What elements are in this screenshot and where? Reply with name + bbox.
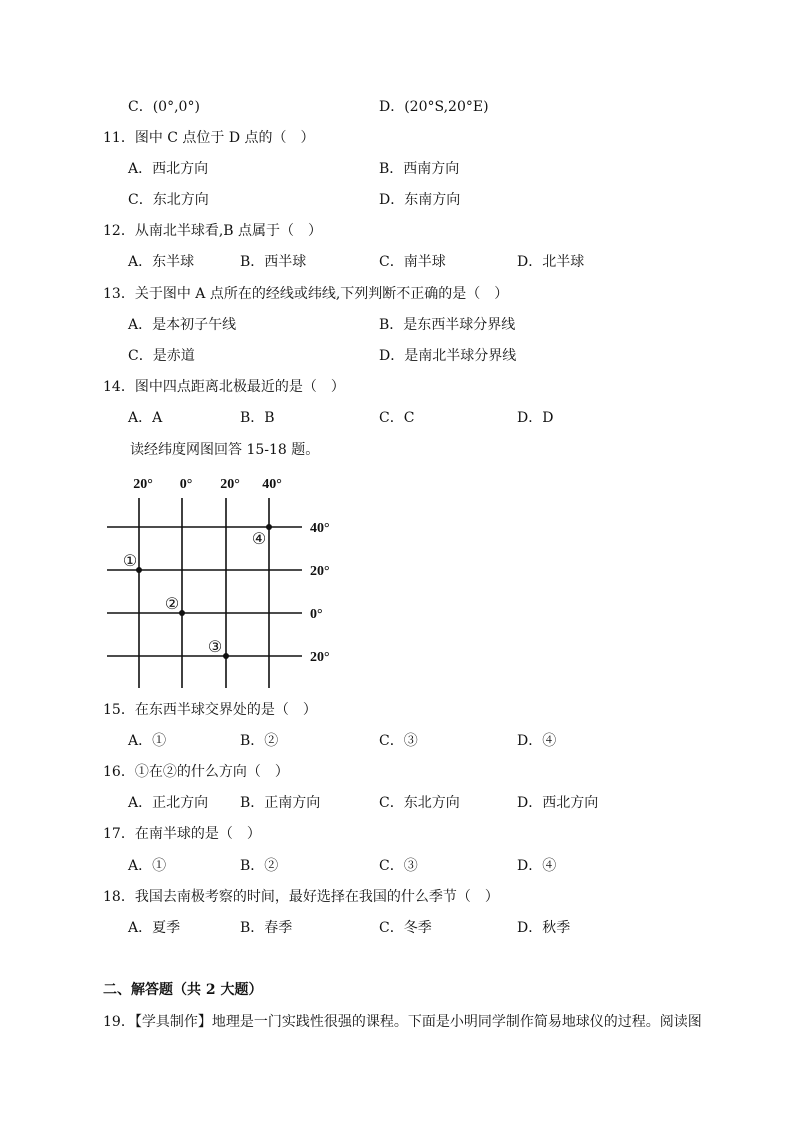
q15-option-d[interactable]: D．④	[517, 733, 557, 749]
q18-option-c[interactable]: C．冬季	[379, 920, 432, 936]
point-label-4: ④	[251, 531, 267, 548]
point-label-3: ③	[207, 639, 223, 656]
q16-option-a[interactable]: A．正北方向	[128, 795, 209, 811]
q13-option-a[interactable]: A．是本初子午线	[128, 317, 237, 333]
q13-option-c[interactable]: C．是赤道	[128, 348, 195, 364]
point-dot	[179, 610, 185, 616]
q12-stem: 12．从南北半球看,B 点属于（ ）	[103, 223, 323, 239]
q19-stem: 19．【学具制作】地理是一门实践性很强的课程。下面是小明同学制作简易地球仪的过程。阅读图	[103, 1014, 702, 1030]
q11-option-d[interactable]: D．东南方向	[379, 192, 461, 208]
lon-label: 20°	[133, 477, 153, 492]
lon-label: 40°	[262, 477, 282, 492]
q18-option-b[interactable]: B．春季	[240, 920, 293, 936]
q11-option-b[interactable]: B．西南方向	[379, 161, 460, 177]
figure-intro: 读经纬度网图回答 15-18 题。	[130, 442, 320, 458]
section-heading: 二、解答题（共 2 大题）	[103, 982, 263, 998]
lat-lon-grid-figure	[100, 470, 340, 690]
lon-label: 0°	[179, 477, 193, 492]
q16-option-c[interactable]: C．东北方向	[379, 795, 460, 811]
q12-option-b[interactable]: B．西半球	[240, 254, 307, 270]
q16-option-d[interactable]: D．西北方向	[517, 795, 599, 811]
q11-option-c[interactable]: C．东北方向	[128, 192, 209, 208]
point-label-2: ②	[164, 596, 180, 613]
q15-stem: 15．在东西半球交界处的是（ ）	[103, 702, 317, 718]
q15-option-b[interactable]: B．②	[240, 733, 279, 749]
q13-option-d[interactable]: D．是南北半球分界线	[379, 348, 517, 364]
q14-option-b[interactable]: B．B	[240, 410, 275, 426]
q13-stem: 13．关于图中 A 点所在的经线或纬线,下列判断不正确的是（ ）	[103, 286, 509, 302]
q16-stem: 16．①在②的什么方向（ ）	[103, 764, 289, 780]
q12-option-d[interactable]: D．北半球	[517, 254, 585, 270]
q15-option-a[interactable]: A．①	[128, 733, 167, 749]
q12-option-a[interactable]: A．东半球	[128, 254, 195, 270]
point-label-1: ①	[122, 553, 138, 570]
q14-stem: 14．图中四点距离北极最近的是（ ）	[103, 379, 345, 395]
q10-option-c[interactable]: C．(0°,0°)	[128, 99, 200, 115]
q14-option-a[interactable]: A．A	[128, 410, 163, 426]
q17-option-c[interactable]: C．③	[379, 858, 418, 874]
lat-label: 0°	[310, 607, 323, 622]
q18-option-d[interactable]: D．秋季	[517, 920, 571, 936]
q16-option-b[interactable]: B．正南方向	[240, 795, 321, 811]
q18-stem: 18．我国去南极考察的时间，最好选择在我国的什么季节（ ）	[103, 889, 499, 905]
q17-stem: 17．在南半球的是（ ）	[103, 826, 261, 842]
q14-option-c[interactable]: C．C	[379, 410, 415, 426]
point-dot	[266, 524, 272, 530]
lat-label: 20°	[310, 564, 330, 579]
q10-option-d[interactable]: D．(20°S,20°E)	[379, 99, 489, 115]
q12-option-c[interactable]: C．南半球	[379, 254, 446, 270]
q13-option-b[interactable]: B．是东西半球分界线	[379, 317, 516, 333]
q14-option-d[interactable]: D．D	[517, 410, 554, 426]
q18-option-a[interactable]: A．夏季	[128, 920, 181, 936]
lat-label: 40°	[310, 521, 330, 536]
point-dot	[223, 653, 229, 659]
q11-stem: 11．图中 C 点位于 D 点的（ ）	[103, 130, 315, 146]
q17-option-d[interactable]: D．④	[517, 858, 557, 874]
q15-option-c[interactable]: C．③	[379, 733, 418, 749]
q17-option-a[interactable]: A．①	[128, 858, 167, 874]
q17-option-b[interactable]: B．②	[240, 858, 279, 874]
q11-option-a[interactable]: A．西北方向	[128, 161, 209, 177]
lon-label: 20°	[220, 477, 240, 492]
lat-label: 20°	[310, 650, 330, 665]
